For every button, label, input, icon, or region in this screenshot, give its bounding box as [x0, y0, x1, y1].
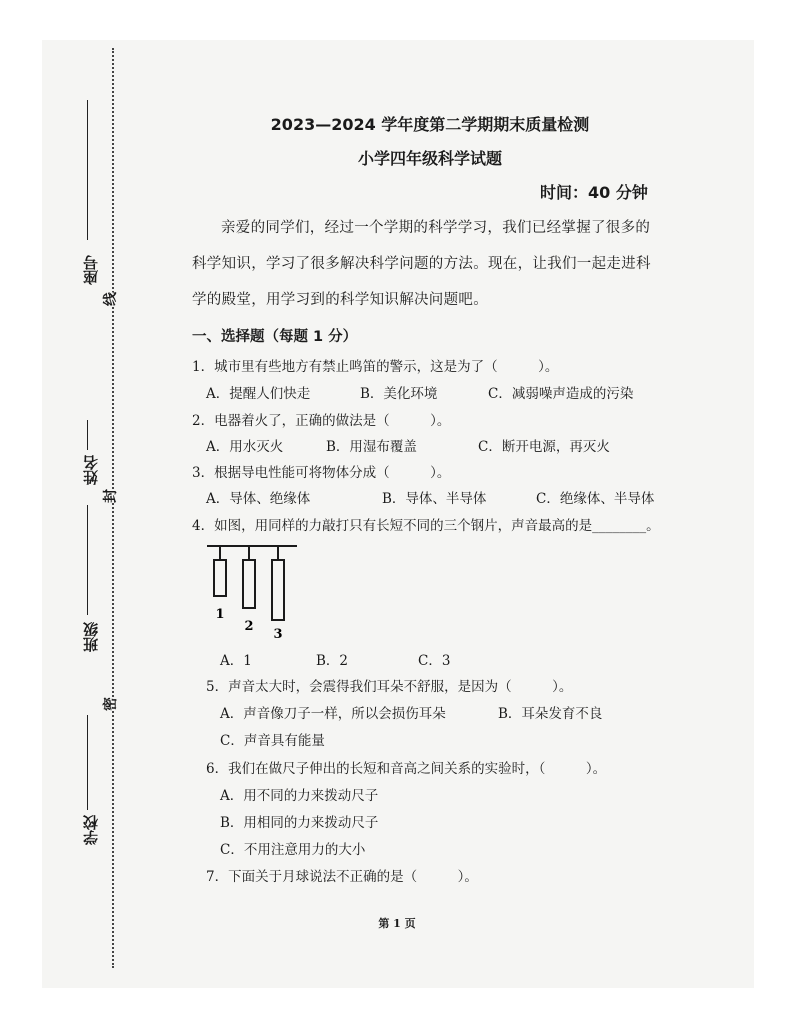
section-title-choice: 一、选择题（每题 1 分） — [192, 329, 358, 345]
steel-bars-figure — [205, 540, 315, 640]
question-4: 4．如图，用同样的力敲打只有长短不同的三个钢片，声音最高的是________。 — [192, 518, 660, 534]
q1-option-c: C．减弱噪声造成的污染 — [488, 386, 634, 402]
class-label: 班级 — [82, 622, 100, 652]
q2-option-b: B．用湿布覆盖 — [326, 439, 417, 455]
q6-option-c: C．不用注意用力的大小 — [220, 842, 366, 858]
q5-option-c: C．声音具有能量 — [220, 733, 325, 749]
question-2: 2．电器着火了，正确的做法是（ ）。 — [192, 413, 451, 429]
page-number: 第 1 页 — [378, 917, 416, 930]
question-5: 5．声音太大时，会震得我们耳朵不舒服，是因为（ ）。 — [206, 679, 573, 695]
q1-option-b: B．美化环境 — [360, 386, 438, 402]
seat-number-label: 座号 — [82, 255, 100, 285]
q2-option-a: A．用水灭火 — [206, 439, 284, 455]
q4-option-b: B．2 — [316, 653, 349, 669]
exam-subtitle: 小学四年级科学试题 — [357, 149, 502, 168]
q3-option-a: A．导体、绝缘体 — [206, 491, 311, 507]
exam-title: 2023—2024 学年度第二学期期末质量检测 — [270, 115, 590, 134]
question-7: 7．下面关于月球说法不正确的是（ ）。 — [206, 869, 478, 885]
question-6: 6．我们在做尺子伸出的长短和音高之间关系的实验时，（ ）。 — [206, 761, 607, 777]
bar-1-label: 1 — [215, 607, 225, 622]
q3-option-c: C．绝缘体、半导体 — [536, 491, 655, 507]
binding-dotted-line — [112, 48, 114, 968]
bar-2-label: 2 — [244, 619, 254, 634]
seat-number-rule — [87, 100, 88, 240]
q2-option-c: C．断开电源，再灭火 — [478, 439, 610, 455]
seal-char-secret: 密 — [99, 697, 121, 711]
q6-option-a: A．用不同的力来拨动尺子 — [220, 788, 379, 804]
q5-option-a: A．声音像刀子一样，所以会损伤耳朵 — [220, 706, 446, 722]
intro-paragraph: 亲爱的同学们，经过一个学期的科学学习，我们已经掌握了很多的科学知识，学习了很多解决科学问题的方法。现在，让我们一起走进科学的殿堂，用学习到的科学知识解决问题吧。 — [192, 220, 651, 308]
name-label: 姓名 — [82, 455, 100, 485]
bar-3-label: 3 — [273, 627, 283, 640]
q4-option-c: C．3 — [418, 653, 451, 669]
q1-option-a: A．提醒人们快走 — [206, 386, 311, 402]
q3-option-b: B．导体、半导体 — [382, 491, 487, 507]
steel-bar-2 — [243, 560, 255, 608]
q4-option-a: A．1 — [220, 653, 252, 669]
name-rule — [87, 420, 88, 450]
seal-char-seal: 封 — [99, 489, 121, 503]
steel-bar-1 — [214, 560, 226, 596]
school-label: 学校 — [82, 815, 100, 845]
class-rule — [87, 505, 88, 615]
seal-char-line: 线 — [99, 292, 121, 306]
school-rule — [87, 715, 88, 810]
question-1: 1．城市里有些地方有禁止鸣笛的警示，这是为了（ ）。 — [192, 359, 559, 375]
steel-bar-3 — [272, 560, 284, 620]
exam-time: 时间：40 分钟 — [540, 183, 648, 202]
question-3: 3．根据导电性能可将物体分成（ ）。 — [192, 465, 451, 481]
q5-option-b: B．耳朵发育不良 — [498, 706, 603, 722]
q6-option-b: B．用相同的力来拨动尺子 — [220, 815, 379, 831]
